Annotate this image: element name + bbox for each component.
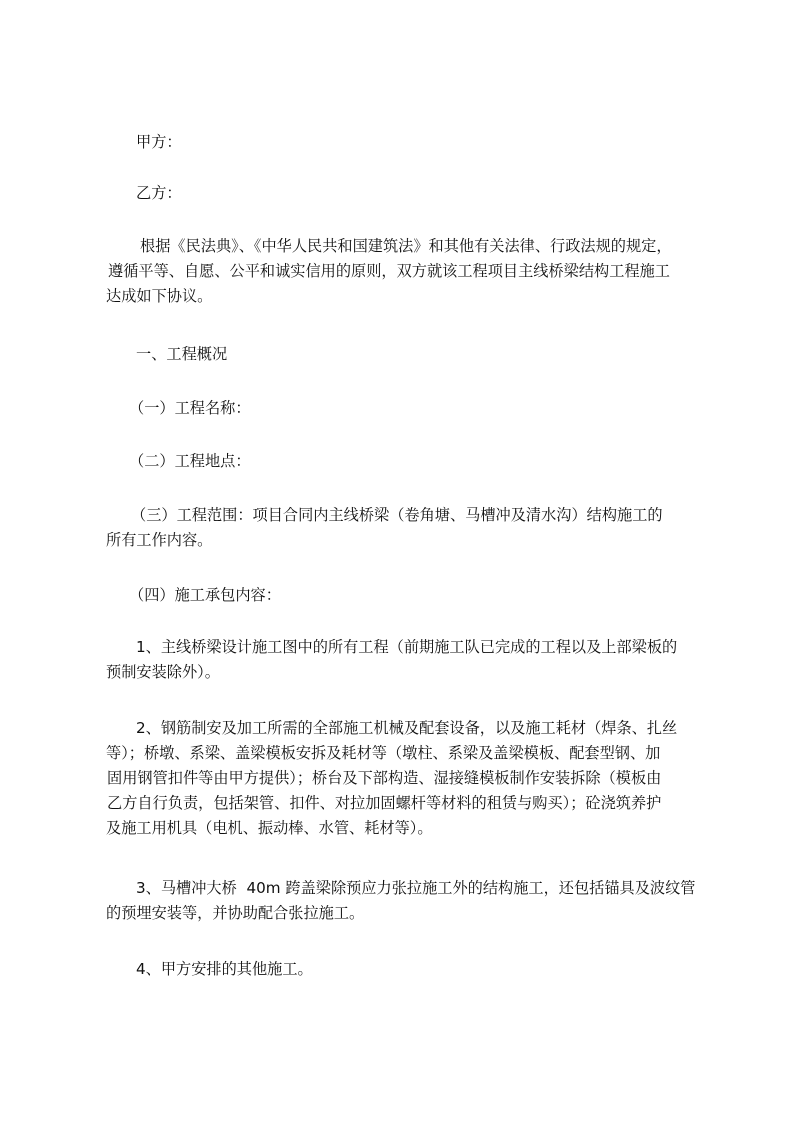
item-project-name: （一）工程名称： xyxy=(129,399,251,417)
party-a-label: 甲方： xyxy=(136,133,182,151)
section-heading: 一、工程概况 xyxy=(136,345,228,363)
item-construction-content: （四）施工承包内容： xyxy=(129,586,281,604)
clause-line: 预制安装除外）。 xyxy=(106,663,220,681)
scope-line: （三）工程范围：项目合同内主线桥梁（卷角塘、马槽冲及清水沟）结构施工的 xyxy=(131,506,663,524)
clause-2 xyxy=(106,716,711,841)
item-project-location: （二）工程地点： xyxy=(129,452,251,470)
clause-line: 3、马槽冲大桥 40m 跨盖梁除预应力张拉施工外的结构施工，还包括锚具及波纹管 xyxy=(136,879,696,897)
intro-line: 遵循平等、自愿、公平和诚实信用的原则，双方就该工程项目主线桥梁结构工程施工 xyxy=(108,262,670,280)
scope-line: 所有工作内容。 xyxy=(106,531,213,549)
clause-4: 4、甲方安排的其他施工。 xyxy=(136,960,313,978)
clause-1 xyxy=(106,635,711,685)
clause-line: 1、主线桥梁设计施工图中的所有工程（前期施工队已完成的工程以及上部梁板的 xyxy=(136,638,678,656)
party-b-label: 乙方： xyxy=(136,184,182,202)
clause-line: 及施工用机具（电机、振动棒、水管、耗材等）。 xyxy=(106,819,433,837)
intro-paragraph xyxy=(106,234,711,309)
clause-line: 乙方自行负责，包括架管、扣件、对拉加固螺杆等材料的租赁与购买）；砼浇筑养护 xyxy=(107,794,662,812)
clause-3 xyxy=(106,876,711,926)
intro-line: 达成如下协议。 xyxy=(106,287,213,305)
clause-line: 固用钢管扣件等由甲方提供）；桥台及下部构造、湿接缝模板制作安装拆除（模板由 xyxy=(107,769,662,787)
clause-line: 等）；桥墩、系梁、盖梁模板安拆及耗材等（墩柱、系梁及盖梁模板、配套型钢、加 xyxy=(106,744,661,762)
clause-line: 的预埋安装等，并协助配合张拉施工。 xyxy=(106,904,365,922)
intro-line: 根据《民法典》、《中华人民共和国建筑法》和其他有关法律、行政法规的规定， xyxy=(140,237,672,255)
item-project-scope xyxy=(106,503,711,553)
clause-line: 2、钢筋制安及加工所需的全部施工机械及配套设备，以及施工耗材（焊条、扎丝 xyxy=(136,719,678,737)
